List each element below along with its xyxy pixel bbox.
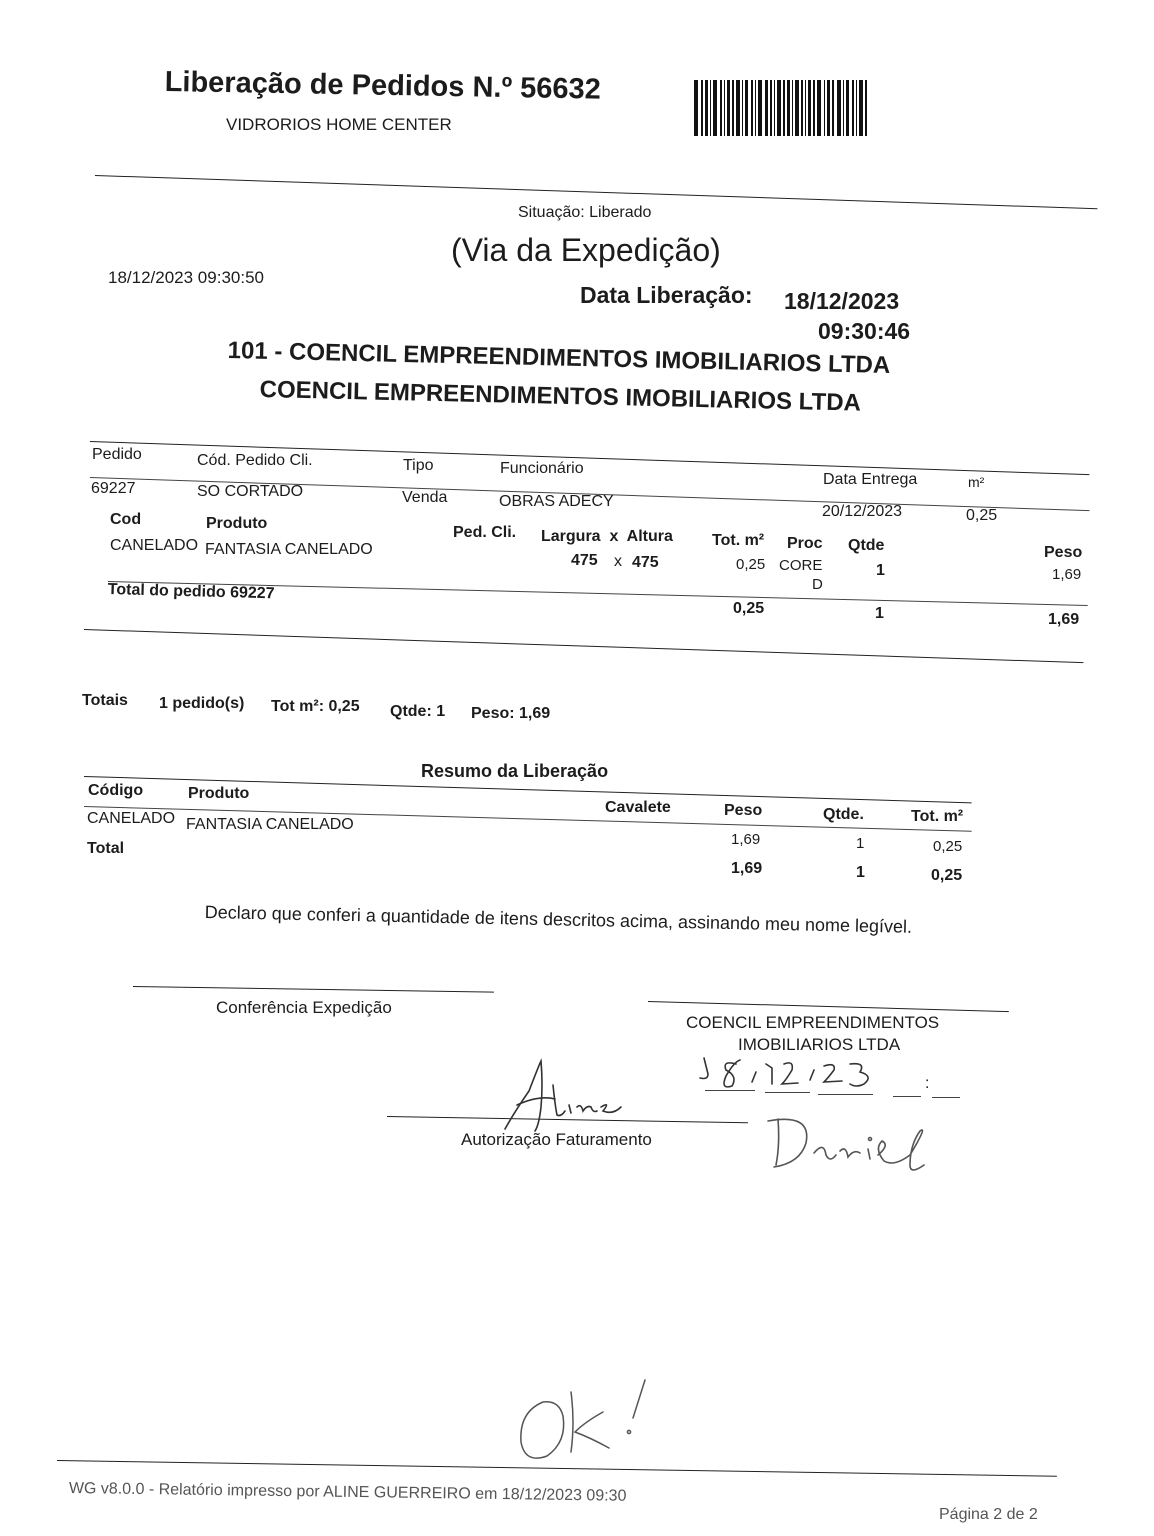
item-header-tot-m2: Tot. m² (712, 532, 765, 549)
item-produto: FANTASIA CANELADO (205, 541, 373, 558)
item-cod: CANELADO (110, 537, 199, 554)
summary-header-cavalete: Cavalete (605, 799, 671, 816)
conferencia-signature-line (133, 986, 494, 993)
summary-header-codigo: Código (88, 782, 144, 799)
item-header-ped-cli: Ped. Cli. (453, 524, 517, 541)
col-header-m2: m² (968, 474, 985, 490)
totals-label: Totais (82, 692, 128, 709)
summary-header-tot-m2: Tot. m² (911, 808, 964, 825)
summary-total-label: Total (87, 840, 125, 857)
footer-printed-by: WG v8.0.0 - Relatório impresso por ALINE GUERREIRO em 18/12/2023 09:30 (68, 1480, 627, 1505)
summary-header-peso: Peso (724, 802, 763, 819)
item-header-cod: Cod (110, 511, 142, 528)
item-header-qtde: Qtde (848, 537, 885, 554)
declaration-text: Declaro que conferi a quantidade de itens descritos acima, assinando meu nome legível. (204, 902, 913, 937)
printed-datetime: 18/12/2023 09:30:50 (108, 268, 264, 287)
item-proc: CORE (779, 557, 823, 574)
col-header-cod-pedido-cli: Cód. Pedido Cli. (197, 452, 313, 469)
order-tipo: Venda (402, 489, 448, 506)
item-header-produto: Produto (206, 515, 268, 532)
item-qtde: 1 (876, 562, 885, 579)
via-label: (Via da Expedição) (451, 232, 721, 268)
col-header-funcionario: Funcionário (500, 460, 584, 477)
order-total-peso: 1,69 (1048, 611, 1080, 628)
totals-tot-m2: Tot m²: 0,25 (271, 698, 360, 715)
summary-codigo: CANELADO (87, 810, 176, 827)
summary-header-produto: Produto (188, 785, 250, 802)
item-peso: 1,69 (1052, 566, 1082, 583)
col-header-data-entrega: Data Entrega (823, 471, 918, 488)
time-line-hour (893, 1096, 921, 1097)
signature-company-line1: COENCIL EMPREENDIMENTOS (686, 1013, 940, 1032)
order-total-qtde: 1 (875, 605, 884, 622)
time-placeholder: : (925, 1075, 930, 1092)
col-header-tipo: Tipo (403, 457, 434, 474)
footer-page-number: Página 2 de 2 (939, 1506, 1038, 1523)
summary-tot-m2: 0,25 (933, 838, 963, 855)
autorizacao-label: Autorização Faturamento (461, 1130, 652, 1149)
handwritten-date (690, 1050, 890, 1100)
totals-qtde: Qtde: 1 (390, 703, 446, 720)
item-tot-m2: 0,25 (736, 556, 766, 573)
client-name-2: COENCIL EMPREENDIMENTOS IMOBILIARIOS LTDA (259, 376, 862, 417)
order-total-tot-m2: 0,25 (733, 600, 765, 617)
order-data-entrega: 20/12/2023 (822, 503, 903, 520)
handwritten-signature-daniel (760, 1105, 940, 1185)
document-title: Liberação de Pedidos N.º 56632 (164, 66, 602, 106)
handwritten-signature-aline (495, 1055, 635, 1135)
conferencia-label: Conferência Expedição (216, 998, 392, 1017)
barcode (694, 80, 870, 136)
item-largura: 475 (571, 552, 598, 569)
summary-header-qtde: Qtde. (823, 806, 864, 823)
summary-qtde: 1 (856, 835, 865, 852)
status: Situação: Liberado (518, 204, 652, 221)
handwritten-ok (505, 1372, 675, 1472)
summary-peso: 1,69 (731, 831, 761, 848)
item-proc-continued: D (812, 576, 823, 593)
order-m2: 0,25 (966, 507, 998, 524)
summary-total-peso: 1,69 (731, 860, 763, 877)
order-cod-pedido-cli: SO CORTADO (197, 483, 304, 500)
summary-total-tot-m2: 0,25 (931, 867, 963, 884)
col-header-pedido: Pedido (92, 446, 142, 463)
summary-title: Resumo da Liberação (421, 761, 609, 781)
order-total-label: Total do pedido 69227 (107, 581, 275, 603)
company-name: VIDRORIOS HOME CENTER (226, 115, 452, 134)
item-header-proc: Proc (787, 535, 823, 552)
item-header-peso: Peso (1044, 544, 1083, 561)
release-time: 09:30:46 (818, 318, 911, 344)
totals-pedidos: 1 pedido(s) (159, 695, 245, 712)
totals-peso: Peso: 1,69 (471, 705, 551, 722)
order-pedido: 69227 (91, 480, 136, 497)
release-date-label: Data Liberação: (580, 282, 753, 308)
release-date: 18/12/2023 (784, 288, 900, 314)
summary-total-qtde: 1 (856, 864, 865, 881)
order-table-bottom-border (84, 629, 1083, 663)
signature-company-line2: IMOBILIARIOS LTDA (738, 1035, 901, 1054)
client-name-1: 101 - COENCIL EMPREENDIMENTOS IMOBILIARIOS LTDA (227, 337, 891, 380)
item-header-largura-altura: Largura x Altura (541, 528, 673, 545)
time-line-minute (932, 1097, 960, 1098)
summary-produto: FANTASIA CANELADO (186, 816, 354, 833)
item-altura: 475 (632, 554, 659, 571)
item-x: x (614, 553, 622, 570)
company-signature-line (648, 1001, 1009, 1012)
order-funcionario: OBRAS ADECY (499, 493, 614, 510)
